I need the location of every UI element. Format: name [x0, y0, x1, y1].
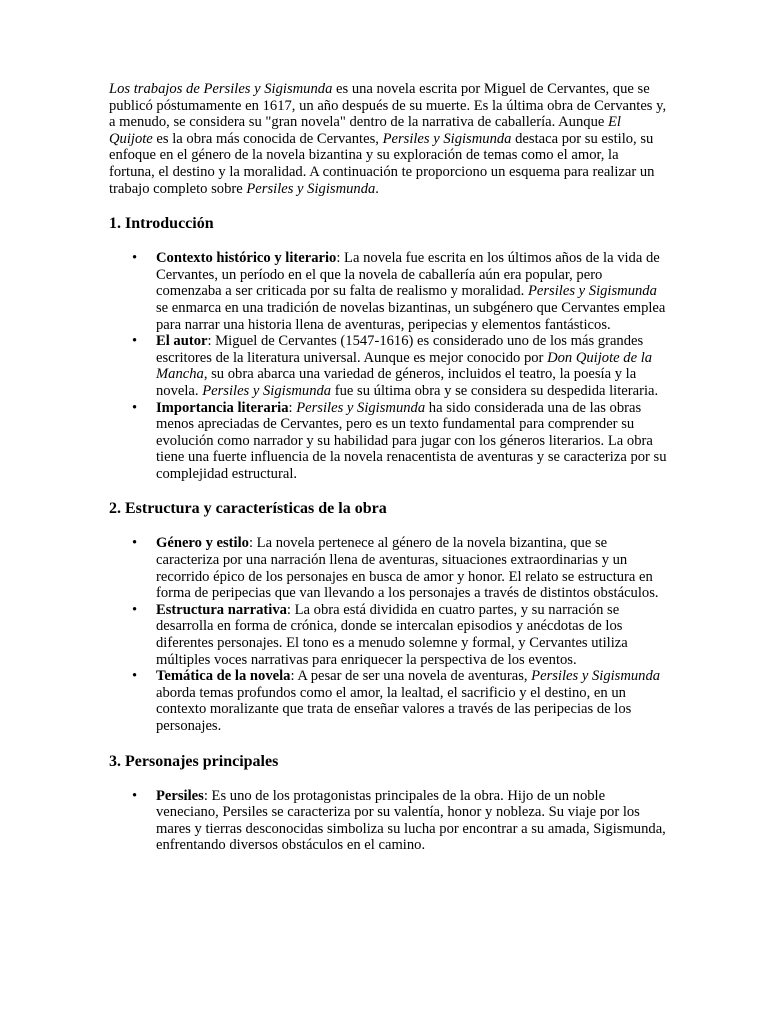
text-run: : Es uno de los protagonistas principales de la obra. Hijo de un noble veneciano, Persiles se caracteriza por su valentía, honor y nobleza. Su viaje por los mares y tierras desconocidas simboliza su lucha por encontrar a su amada, Sigismunda, enfrentando diversos obstáculos en el camino.	[156, 787, 666, 854]
list-item	[132, 333, 668, 399]
text-run: : La novela fue escrita en los últimos años de la vida de Cervantes, un período en el que la novela de caballería aún era popular, pero comenzaba a ser criticada por su falta de realismo y moralidad.	[156, 250, 660, 300]
text-run: : A pesar de ser una novela de aventuras,	[290, 668, 532, 685]
list-item-text	[156, 668, 660, 734]
text-run: .	[375, 180, 379, 197]
italic-text: Los trabajos de Persiles y Sigismunda	[109, 81, 333, 97]
bold-term: Importancia literaria	[156, 399, 289, 416]
section	[109, 214, 668, 482]
text-run: : La novela pertenece al género de la novela bizantina, que se caracteriza por una narración llena de aventuras, situaciones extraordinarias y un recorrido épico de los personajes en busca de amor y honor. El relato se estructura en forma de peripecias que van llevando a los personajes a través de distintos obstáculos.	[156, 535, 659, 602]
section-heading: 3. Personajes principales	[109, 752, 279, 770]
list-item	[132, 787, 668, 854]
italic-text: Persiles y Sigismunda	[202, 382, 332, 399]
bold-term: El autor	[156, 333, 208, 350]
text-run: es una novela escrita por Miguel de Cervantes, que se publicó póstumamente en 1617, un año después de su muerte. Es la última obra de Cervantes y, a menudo, se considera su "gran novela" dentro de la narrativa de caballería. Aunque	[109, 81, 667, 131]
italic-text: Persiles y Sigismunda	[527, 283, 657, 300]
bullet-icon: •	[132, 333, 138, 350]
text-run: fue su última obra y se considera su despedida literaria.	[331, 382, 659, 399]
section-heading: 1. Introducción	[109, 215, 214, 233]
bold-term: Género y estilo	[156, 535, 249, 552]
list-item-text	[156, 250, 665, 332]
text-run: ha sido considerada una de las obras menos apreciadas de Cervantes, pero es un texto fundamental para comprender su evolución como narrador y su habilidad para jugar con los géneros literarios. La obra tiene una fuerte influencia de la novela renacentista de aventuras y se caracteriza por su complejidad estructural.	[156, 399, 667, 482]
bold-term: Temática de la novela	[156, 668, 291, 685]
list-item-text	[156, 535, 659, 601]
section-heading: 2. Estructura y características de la obra	[109, 500, 387, 518]
bullet-icon: •	[132, 399, 138, 416]
italic-text: Persiles y Sigismunda	[246, 180, 376, 197]
list-item	[132, 250, 668, 333]
text-run: se enmarca en una tradición de novelas bizantinas, un subgénero que Cervantes emplea para narrar una historia llena de aventuras, peripecias y elementos fantásticos.	[156, 299, 666, 333]
bullet-list	[109, 250, 668, 482]
bold-term: Persiles	[156, 787, 204, 804]
text-run: es la obra más conocida de Cervantes,	[152, 130, 383, 147]
bullet-icon: •	[132, 787, 138, 804]
list-item-text	[156, 333, 658, 399]
section	[109, 499, 668, 734]
text-run: destaca por su estilo, su enfoque en el género de la novela bizantina y su exploración de temas como el amor, la fortuna, el destino y la moralidad. A continuación te proporciono un esquema para realizar un trabajo completo sobre	[109, 130, 655, 197]
italic-text: Persiles y Sigismunda	[382, 130, 512, 147]
bold-term: Contexto histórico y literario	[156, 250, 337, 267]
italic-text: El Quijote	[109, 114, 621, 147]
list-item	[132, 535, 668, 602]
list-item-text	[156, 400, 667, 482]
list-item	[132, 601, 668, 668]
italic-text: Don Quijote de la Mancha	[156, 349, 653, 383]
bullet-icon: •	[132, 601, 138, 618]
list-item-text	[156, 788, 666, 854]
text-run: aborda temas profundos como el amor, la lealtad, el sacrificio y el destino, en un contexto moralizante que trata de enseñar valores a través de las peripecias de los personajes.	[156, 684, 632, 734]
bullet-icon: •	[132, 250, 138, 267]
intro-paragraph	[109, 81, 668, 197]
list-item-text	[156, 602, 628, 668]
bullet-list	[109, 788, 668, 854]
text-run: : La obra está dividida en cuatro partes, y su narración se desarrolla en forma de crónica, donde se intercalan episodios y anécdotas de los diferentes personajes. El tono es a menudo solemne y formal, y Cervantes utiliza múltiples voces narrativas para enriquecer la perspectiva de los eventos.	[156, 601, 628, 668]
text-run: : Miguel de Cervantes (1547-1616) es considerado uno de los más grandes escritores de la literatura universal. Aunque es mejor conocido por	[156, 333, 644, 366]
text-run: :	[288, 399, 297, 416]
section	[109, 752, 668, 854]
italic-text: Persiles y Sigismunda	[531, 668, 661, 685]
list-item	[132, 668, 668, 734]
bullet-list	[109, 535, 668, 734]
bullet-icon: •	[132, 535, 138, 552]
text-run: , su obra abarca una variedad de géneros, incluidos el teatro, la poesía y la novela.	[156, 366, 637, 399]
list-item	[132, 399, 668, 483]
bullet-icon: •	[132, 668, 138, 685]
italic-text: Persiles y Sigismunda	[296, 399, 426, 416]
bold-term: Estructura narrativa	[156, 601, 287, 618]
